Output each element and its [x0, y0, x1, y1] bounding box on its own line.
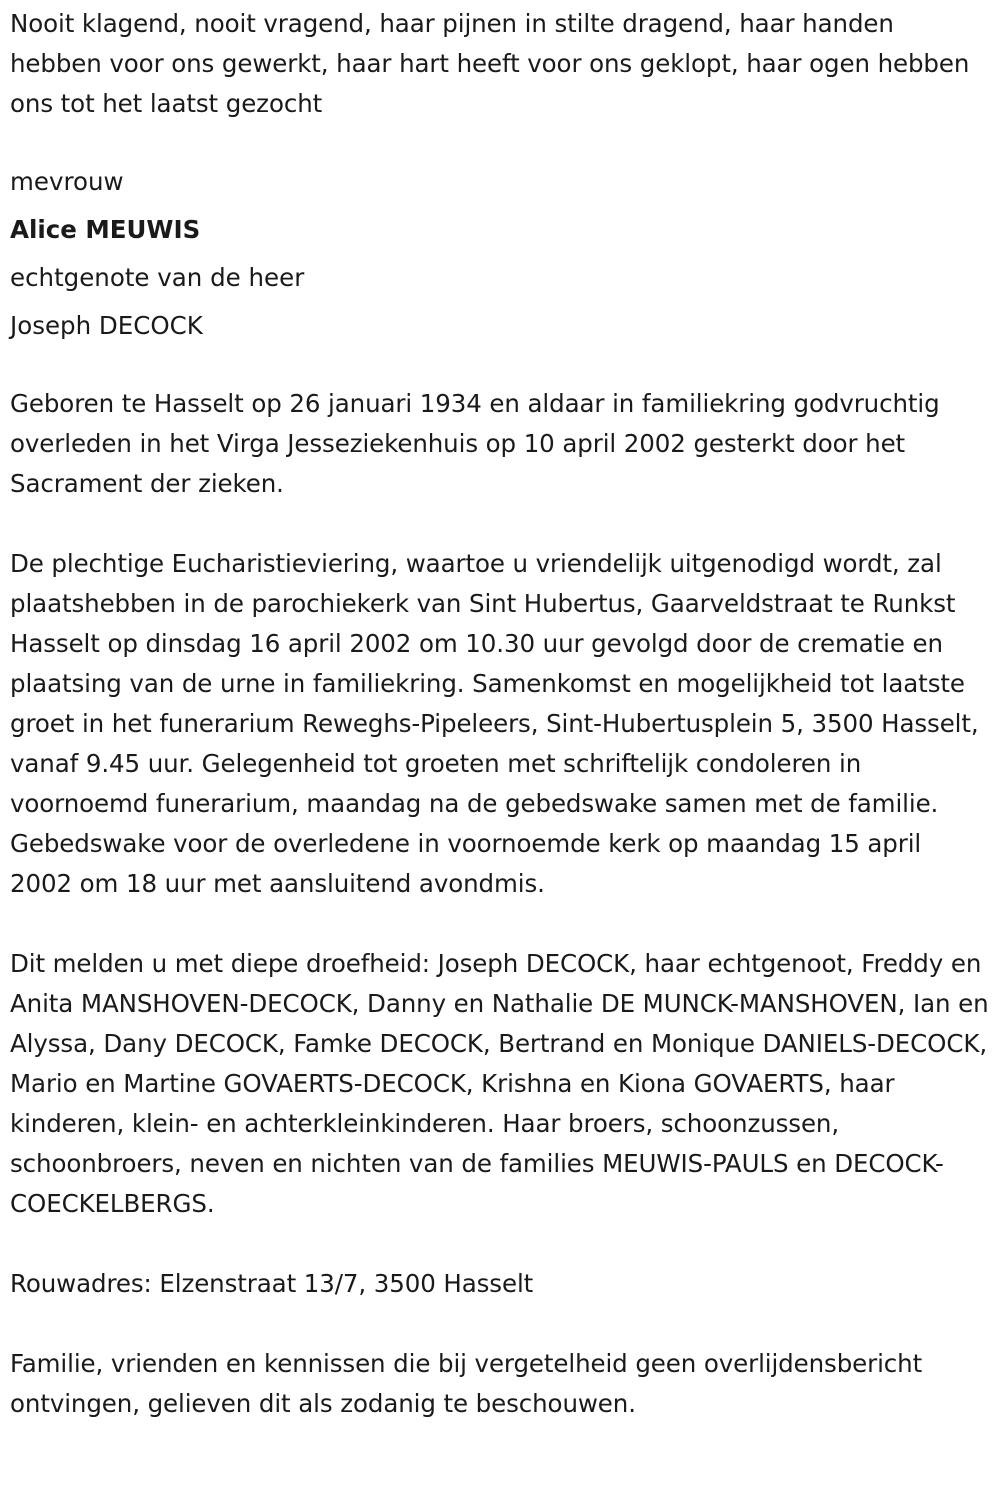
- title-prefix: mevrouw: [10, 167, 124, 196]
- spacer: [10, 904, 990, 944]
- motto-text: Nooit klagend, nooit vragend, haar pijnen in stilte dragend, haar handen hebben voor ons gewerkt, haar hart heeft voor ons geklopt, haar ogen hebben ons tot het laatst gezocht: [10, 9, 970, 118]
- closing-text: Familie, vrienden en kennissen die bij vergetelheid geen overlijdensbericht ontvingen, gelieven dit als zodanig te beschouwen.: [10, 1349, 923, 1418]
- spacer: [10, 1304, 990, 1344]
- address-text: Rouwadres: Elzenstraat 13/7, 3500 Hasselt: [10, 1269, 534, 1298]
- spacer: [10, 504, 990, 544]
- ceremony-text: De plechtige Eucharistieviering, waartoe u vriendelijk uitgenodigd wordt, zal plaatshebben in de parochiekerk van Sint Hubertus, Gaarveldstraat te Runkst Hasselt op dinsdag 16 april 2002 om 10.30 uur gevolgd door de crematie en plaatsing van de urne in familiekring. Samenkomst en mogelijkheid tot laatste groet in het funerarium Reweghs-Pipeleers, Sint-Hubertusplein 5, 3500 Hasselt, vanaf 9.45 uur. Gelegenheid tot groeten met schriftelijk condoleren in voornoemd funerarium, maandag na de gebedswake samen met de familie. Gebedswake voor de overledene in voornoemde kerk op maandag 15 april 2002 om 18 uur met aansluitend avondmis.: [10, 549, 979, 898]
- spacer: [10, 1224, 990, 1264]
- spacer: [10, 350, 990, 384]
- deceased-name: Alice MEUWIS: [10, 215, 201, 244]
- obituary-page: [0, 4, 1000, 1490]
- relation-text: echtgenote van de heer: [10, 263, 305, 292]
- family-text: Dit melden u met diepe droefheid: Joseph DECOCK, haar echtgenoot, Freddy en Anita MANSHOVEN-DECOCK, Danny en Nathalie DE MUNCK-MANSHOVEN, Ian en Alyssa, Dany DECOCK, Famke DECOCK, Bertrand en Monique DANIELS-DECOCK, Mario en Martine GOVAERTS-DECOCK, Krishna en Kiona GOVAERTS, haar kinderen, klein- en achterkleinkinderen. Haar broers, schoonzussen, schoonbroers, neven en nichten van de families MEUWIS-PAULS en DECOCK-COECKELBERGS.: [10, 949, 989, 1218]
- birth-death-text: Geboren te Hasselt op 26 januari 1934 en aldaar in familiekring godvruchtig overleden in het Virga Jesseziekenhuis op 10 april 2002 gesterkt door het Sacrament der zieken.: [10, 389, 940, 498]
- spouse-name: Joseph DECOCK: [10, 311, 203, 340]
